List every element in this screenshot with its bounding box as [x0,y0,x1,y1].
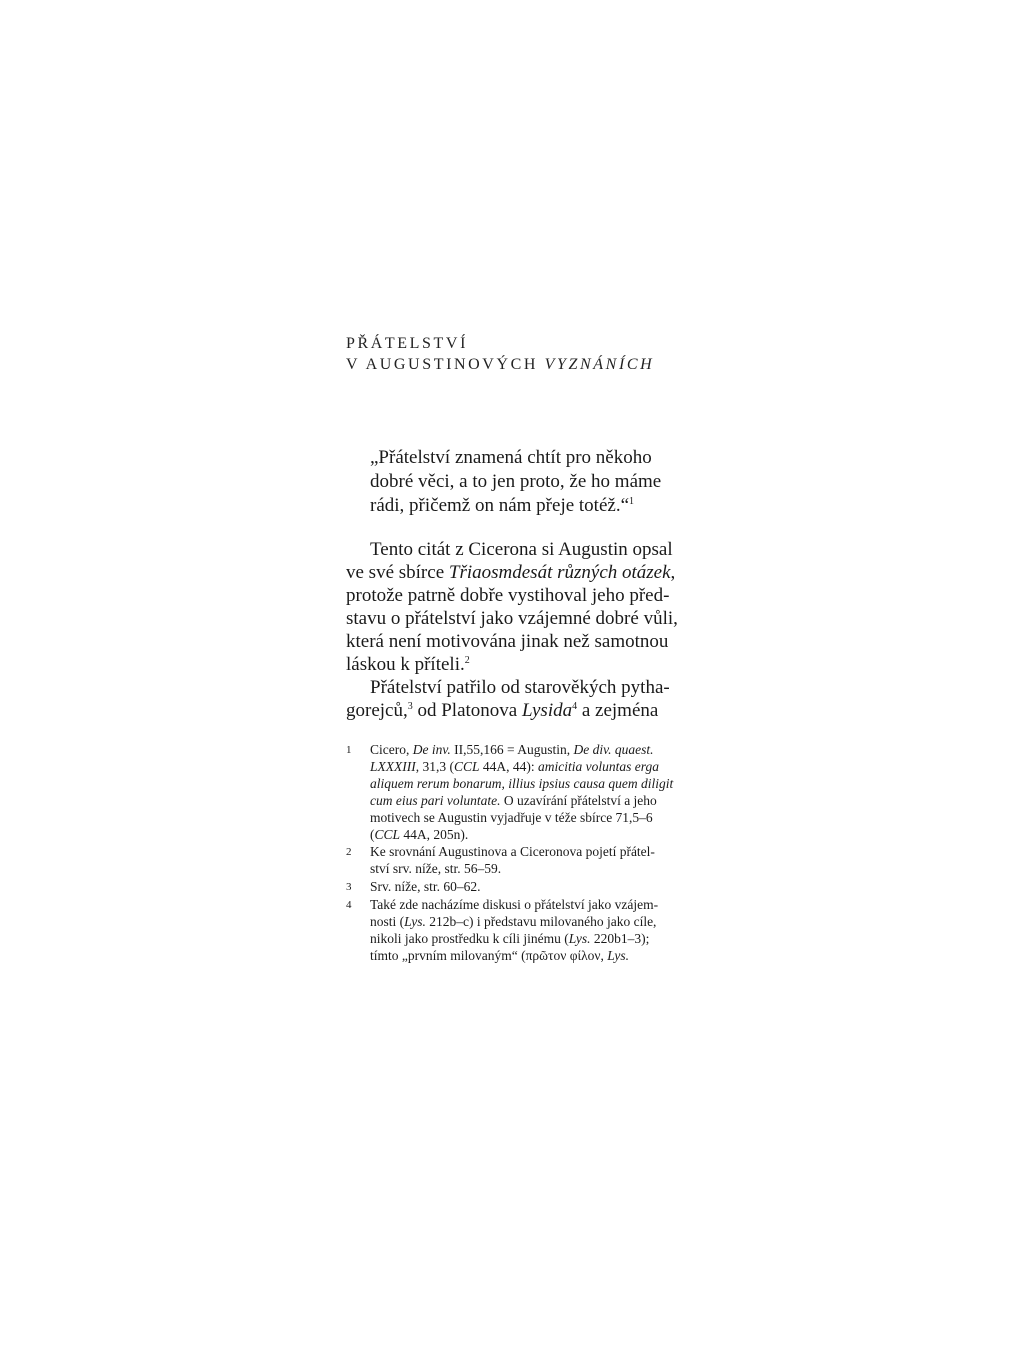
body-line-1: Tento citát z Cicerona si Augustin opsal [370,539,673,560]
footnote-text [370,844,706,878]
fn-text: nikoli jako prostředku k cíli jinému ( [370,930,569,946]
footnote-number: 4 [346,899,352,912]
footnote-line [370,914,706,931]
footnote-ref-1[interactable]: 1 [629,496,635,507]
body-line-8-b: od Platonova [412,700,522,721]
footnote-number: 3 [346,881,352,894]
epigraph-line-1: „Přátelství znamená chtít pro někoho [370,447,652,468]
fn-italic: CCL [453,758,480,774]
footnote-number: 1 [346,744,352,756]
footnote-line [370,931,706,948]
body-line-2 [346,561,706,584]
fn-italic: Lys. [404,914,426,930]
epigraph-line-3 [370,494,715,518]
fn-text: 212b–c) i představu milovaného jako cíle, [425,914,657,930]
body-line-3: protože patrně dobře vystihoval jeho před- [346,585,670,606]
fn-text: 44A, 44): [479,758,539,774]
body-line-4: stavu o přátelství jako vzájemné dobré vůli, [346,608,678,629]
footnote-line: ství srv. níže, str. 56–59. [370,861,502,877]
body-line-8 [346,699,706,722]
chapter-heading [346,333,654,375]
body-line-5: která není motivována jinak než samotnou [346,631,669,652]
footnote-line: Ke srovnání Augustinova a Ciceronova pojetí přátel- [370,844,655,860]
heading-line-2-plain: V AUGUSTINOVÝCH [346,356,545,373]
footnote-line [370,827,706,844]
fn-italic: Lys. [607,947,629,963]
footnote-ref-4[interactable]: 4 [572,701,578,712]
lysis-title-italic: Lysida [521,700,573,721]
footnote-text [370,897,706,965]
epigraph-line-2: dobré věci, a to jen proto, že ho máme [370,471,662,492]
heading-line-2-italic: VYZNÁNÍCH [544,356,655,373]
footnote-ref-3[interactable]: 3 [407,701,413,712]
body-line-8-a: gorejců, [346,700,408,721]
footnote-text [370,742,706,843]
heading-line-1: PŘÁTELSTVÍ [346,335,468,352]
fn-text: II,55,166 = Augustin, [450,742,574,757]
body-line-6-text: láskou k příteli. [346,654,465,675]
epigraph-line-3-text: rádi, přičemž on nám přeje totéž.“ [370,495,630,516]
body-line-7: Přátelství patřilo od starověkých pytha- [370,677,670,698]
footnote-line [370,742,706,759]
footnote-line: motivech se Augustin vyjadřuje v téže sbírce 71,5–6 [370,809,653,825]
fn-text: , 31,3 ( [415,758,454,774]
footnote-line [370,793,706,810]
footnote-line: Srv. níže, str. 60–62. [370,879,481,895]
fn-text: 220b1–3); [590,930,650,946]
footnote-line: Také zde nacházíme diskusi o přátelství jako vzájem- [370,897,659,913]
fn-text: 44A, 205n). [400,826,469,842]
fn-italic: CCL [374,826,401,842]
fn-italic: De inv. [412,742,451,757]
footnote-3 [346,879,706,896]
footnote-1 [346,742,706,843]
footnote-ref-2[interactable]: 2 [464,655,470,666]
footnote-4 [346,897,706,965]
footnote-text [370,879,706,896]
body-text [346,538,706,722]
fn-text: Cicero, [370,742,413,757]
epigraph-quote [370,446,715,518]
heading-line-2 [346,354,654,375]
body-line-2-b: , [670,562,676,583]
fn-italic: De div. quaest. [573,742,654,757]
footnote-2 [346,844,706,878]
fn-italic: amicitia voluntas erga [538,758,660,774]
footnote-line [370,948,706,965]
fn-italic: Lys. [568,930,591,946]
body-line-8-c: a zejména [577,700,659,721]
fn-italic: cum eius pari voluntate. [370,792,501,808]
footnote-number: 2 [346,846,352,859]
fn-text: O uzavírání přátelství a jeho [500,792,657,808]
fn-text: ( [370,826,375,842]
body-line-2-a: ve své sbírce [346,562,449,583]
fn-italic: LXXXIII [370,758,416,774]
book-title-italic: Třiaosmdesát různých otázek [448,562,671,583]
fn-text: tímto „prvním milovaným“ (πρῶτον φίλον, [370,947,608,963]
footnote-line [370,759,706,776]
footnotes [346,742,706,966]
body-line-6 [346,653,706,676]
fn-text: nosti ( [370,914,405,930]
footnote-line: aliquem rerum bonarum, illius ipsius causa quem diligit [370,775,674,791]
